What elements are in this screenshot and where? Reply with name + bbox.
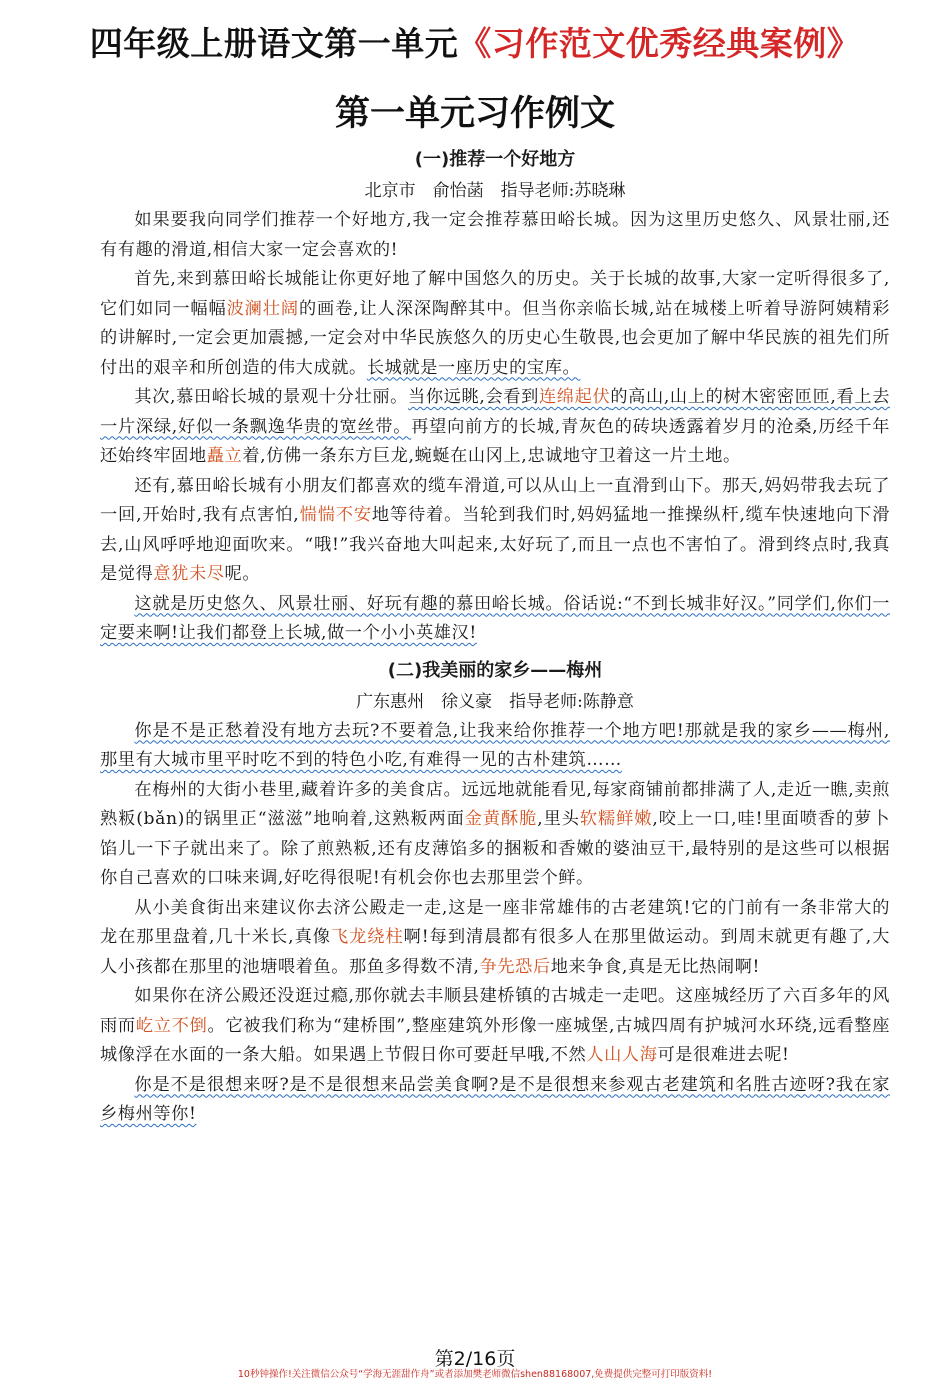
text: 在梅州的大街小巷里,藏着许多的美食店。远远地就能看见,每家商铺前都排满了人,走近一瞧,卖煎熟粄(bǎn)的锅里正“滋滋”地响着,这熟粄两面 — [100, 779, 890, 829]
text: 其次,慕田峪长城的景观十分壮丽。 — [134, 387, 409, 407]
highlight-phrase: 争先恐后 — [479, 956, 551, 977]
essay2-title: (二)我美丽的家乡——梅州 — [387, 659, 603, 681]
banner-left-text: 四年级上册语文第一单元 — [89, 24, 459, 63]
text: 的高山,山上的树木密密匝匝,看上去一片深绿,好似一条飘逸华贵的宽丝带。 — [100, 387, 890, 437]
text: 可是很难进去呢! — [657, 1045, 790, 1065]
text: 当你远眺,会看到 — [408, 387, 539, 407]
text: 着,仿佛一条东方巨龙,蜿蜒在山冈上,忠诚地守卫着这一片土地。 — [242, 446, 741, 466]
text: ,里头 — [537, 809, 580, 829]
highlight-phrase: 软糯鲜嫩 — [579, 809, 653, 829]
wavy-underlined-sentence: 这就是历史悠久、风景壮丽、好玩有趣的慕田峪长城。俗话说:“不到长城非好汉。”同学们,你们一定要来啊!让我们都登上长城,做一个小小英雄汉! — [100, 593, 890, 643]
essay1-byline: 北京市 俞怡菡 指导老师:苏晓琳 — [364, 181, 626, 201]
footer-notice: 10秒钟操作!关注微信公众号“学海无涯甜作舟”或者添加樊老师微信shen88168007,免费提供完整可打印版资料! — [237, 1369, 713, 1380]
text: 的画卷,让人深深陶醉其中。但当你亲临长城,站在城楼上听着导游阿姨精彩的讲解时,一定会更加震撼,一定会对中华民族悠久的历史心生敬畏,也会更加了解中华民族的祖先们所付出的艰辛和所创造的伟大成就。 — [100, 298, 891, 378]
highlight-phrase: 屹立不倒 — [135, 1015, 208, 1036]
highlight-phrase: 矗立 — [206, 446, 243, 466]
text: 。它被我们称为“建桥围”,整座建筑外形像一座城堡,古城四周有护城河水环绕,远看整座城像浮在水面的一条大船。如果遇上节假日你可要赶早哦,不然 — [100, 1015, 890, 1065]
essay1-paragraph-4 — [100, 472, 890, 590]
essay1-paragraph-3 — [100, 383, 890, 472]
section-gap — [100, 649, 890, 659]
unit-title: 第一单元习作例文 — [334, 94, 615, 134]
text: 如果要我向同学们推荐一个好地方,我一定会推荐慕田峪长城。因为这里历史悠久、风景壮丽,还有有趣的滑道,相信大家一定会喜欢的! — [100, 210, 890, 260]
text: 啊!每到清晨都有很多人在那里做运动。到周末就更有趣了,大人小孩都在那里的池塘喂着鱼。那鱼多得数不清, — [100, 927, 890, 977]
highlight-phrase: 波澜壮阔 — [226, 298, 299, 319]
document-banner — [0, 18, 950, 65]
essay-content — [100, 148, 890, 1130]
highlight-phrase: 人山人海 — [586, 1045, 658, 1065]
wavy-underlined-sentence: 你是不是正愁着没有地方去玩?不要着急,让我来给你推荐一个地方吧!那就是我的家乡——梅州,那里有大城市里平时吃不到的特色小吃,有难得一见的古朴建筑…… — [100, 720, 890, 770]
essay1-title: (一)推荐一个好地方 — [414, 149, 576, 170]
text: 地等待着。当轮到我们时,妈妈猛地一推操纵杆,缆车快速地向下滑去,山风呼呼地迎面吹来。“哦!”我兴奋地大叫起来,太好玩了,而且一点也不害怕了。滑到终点时,我真是觉得 — [100, 505, 890, 584]
highlight-phrase: 金黄酥脆 — [464, 809, 538, 829]
essay2-paragraph-5 — [100, 1071, 890, 1130]
essay2-paragraph-2 — [100, 776, 890, 894]
page-indicator: 第2/16页 — [434, 1348, 516, 1370]
essay2-byline: 广东惠州 徐义豪 指导老师:陈静意 — [356, 691, 634, 712]
highlight-phrase: 飞龙绕柱 — [330, 927, 404, 947]
essay1-paragraph-2 — [100, 265, 890, 383]
essay1-paragraph-5 — [100, 590, 890, 649]
text: 呢。 — [224, 564, 261, 584]
essay2-paragraph-1 — [100, 717, 890, 776]
banner-right-text: 《习作范文优秀经典案例》 — [458, 24, 861, 63]
text: 还有,慕田峪长城有小朋友们都喜欢的缆车滑道,可以从山上一直滑到山下。那天,妈妈带我去玩了一回,开始时,我有点害怕, — [100, 475, 890, 525]
essay2-paragraph-4 — [100, 982, 890, 1071]
wavy-underlined-sentence: 你是不是很想来呀?是不是很想来品尝美食啊?是不是很想来参观古老建筑和名胜古迹呀?我在家乡梅州等你! — [100, 1074, 890, 1124]
text: 如果你在济公殿还没逛过瘾,那你就去丰顺县建桥镇的古城走一走吧。这座城经历了六百多年的风雨而 — [100, 986, 890, 1036]
essay2-paragraph-3 — [100, 894, 890, 983]
essay1-paragraph-1 — [100, 206, 890, 265]
highlight-phrase: 惴惴不安 — [299, 505, 372, 525]
wavy-underlined-sentence: 长城就是一座历史的宝库。 — [366, 357, 581, 378]
text: 再望向前方的长城,青灰色的砖块透露着岁月的沧桑,历经千年还始终牢固地 — [100, 416, 891, 466]
highlight-phrase: 意犹未尽 — [153, 564, 225, 584]
text: ,咬上一口,哇!里面喷香的萝卜馅儿一下子就出来了。除了煎熟粄,还有皮薄馅多的捆粄和香嫩的婆油豆干,最特别的是这些可以根据你自己喜欢的口味来调,好吃得很呢!有机会你也去那里尝个鲜。 — [100, 809, 890, 888]
text: 从小美食街出来建议你去济公殿走一走,这是一座非常雄伟的古老建筑!它的门前有一条非常大的龙在那里盘着,几十米长,真像 — [100, 897, 890, 947]
highlight-phrase: 连绵起伏 — [538, 387, 611, 407]
text: 首先,来到慕田峪长城能让你更好地了解中国悠久的历史。关于长城的故事,大家一定听得很多了,它们如同一幅幅 — [100, 269, 890, 319]
text: 地来争食,真是无比热闹啊! — [550, 956, 760, 977]
